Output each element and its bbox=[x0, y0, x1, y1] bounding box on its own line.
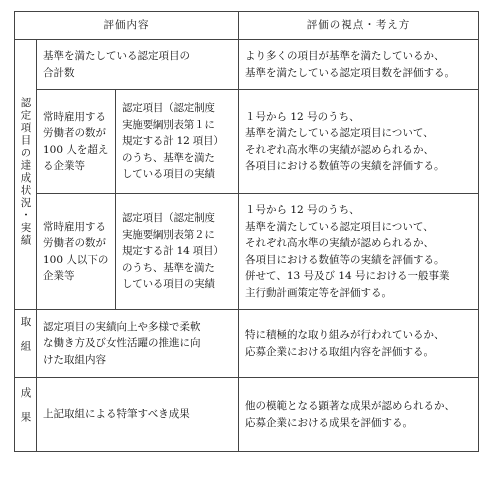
viewpoint-line: １号から 12 号のうち、 bbox=[245, 204, 360, 216]
content-line: な働き方及び女性活躍の推進に向 bbox=[43, 337, 201, 350]
target-cell bbox=[37, 194, 116, 310]
content-cell bbox=[37, 40, 239, 90]
viewpoint-cell bbox=[239, 40, 479, 90]
viewpoint-line: 併せて、13 号及び 14 号における一般事業 bbox=[245, 270, 450, 282]
content-line: 上記取組による特筆すべき成果 bbox=[43, 408, 190, 421]
viewpoint-cell bbox=[239, 194, 479, 310]
target-line: 常時雇用する bbox=[43, 220, 106, 233]
target-line: 企業等 bbox=[43, 270, 75, 282]
target-cell bbox=[37, 90, 116, 194]
viewpoint-line: 主行動計画策定等を評価する。 bbox=[245, 286, 393, 299]
target-line: 100 人以下の bbox=[43, 253, 109, 266]
viewpoint-line: 各項目における数値等の実績を評価する。 bbox=[245, 160, 445, 172]
content-line: 基準を満たしている認定項目の bbox=[43, 50, 190, 62]
items-line: している項目の実績 bbox=[122, 278, 215, 291]
table-row bbox=[15, 310, 479, 378]
viewpoint-line: 各項目における数値等の実績を評価する。 bbox=[245, 253, 445, 266]
items-line: 実施要綱別表第１に bbox=[122, 118, 215, 131]
items-line: のうち、基準を満た bbox=[122, 261, 215, 274]
viewpoint-line: 応募企業における成果を評価する。 bbox=[245, 416, 414, 429]
group-label-initiatives-text: 取組 bbox=[19, 316, 32, 366]
items-cell bbox=[116, 194, 239, 310]
group-label-results-text: 成果 bbox=[19, 387, 32, 437]
items-line: している項目の実績 bbox=[122, 168, 215, 181]
items-line: 規定する計 14 項目） bbox=[122, 245, 224, 258]
viewpoint-line: 他の模範となる顕著な成果が認められるか、 bbox=[245, 400, 456, 412]
header-content: 評価内容 bbox=[15, 12, 239, 40]
target-line: 労働者の数が bbox=[43, 127, 106, 139]
table-row bbox=[15, 194, 479, 310]
viewpoint-line: それぞれ高水準の実績が認められるか、 bbox=[245, 237, 435, 249]
header-row bbox=[15, 12, 479, 40]
table-row bbox=[15, 378, 479, 452]
content-cell bbox=[37, 310, 239, 378]
items-line: 認定項目（認定制度 bbox=[122, 212, 215, 225]
target-line: 常時雇用する bbox=[43, 110, 106, 123]
items-line: 認定項目（認定制度 bbox=[122, 102, 215, 115]
header-viewpoint: 評価の視点・考え方 bbox=[239, 12, 479, 40]
table-row bbox=[15, 40, 479, 90]
content-line: けた取組内容 bbox=[43, 353, 106, 366]
viewpoint-cell bbox=[239, 310, 479, 378]
target-line: 100 人を超え bbox=[43, 143, 109, 156]
group-label-initiatives bbox=[15, 310, 37, 378]
group-label-results bbox=[15, 378, 37, 452]
viewpoint-line: 応募企業における取組内容を評価する。 bbox=[245, 345, 435, 358]
group-label-achievement bbox=[15, 40, 37, 310]
viewpoint-line: 基準を満たしている認定項目について、 bbox=[245, 220, 434, 233]
items-line: 実施要綱別表第２に bbox=[122, 228, 215, 241]
items-cell bbox=[116, 90, 239, 194]
viewpoint-line: 特に積極的な取り組みが行われているか、 bbox=[245, 329, 445, 341]
items-line: 規定する計 12 項目） bbox=[122, 135, 224, 148]
viewpoint-line: より多くの項目が基準を満たしているか、 bbox=[245, 50, 445, 62]
items-line: のうち、基準を満た bbox=[122, 151, 215, 164]
viewpoint-cell bbox=[239, 90, 479, 194]
evaluation-table bbox=[14, 11, 479, 452]
group-label-achievement-text: 認定項目の達成状況・実績 bbox=[19, 96, 32, 247]
content-line: 合計数 bbox=[43, 66, 75, 79]
viewpoint-line: 基準を満たしている認定項目について、 bbox=[245, 127, 434, 139]
viewpoint-line: 基準を満たしている認定項目数を評価する。 bbox=[245, 66, 456, 79]
viewpoint-line: １号から 12 号のうち、 bbox=[245, 110, 360, 123]
target-line: る企業等 bbox=[43, 160, 85, 172]
viewpoint-cell bbox=[239, 378, 479, 452]
content-line: 認定項目の実績向上や多様で柔軟 bbox=[43, 320, 201, 333]
viewpoint-line: それぞれ高水準の実績が認められるか、 bbox=[245, 143, 435, 156]
content-cell bbox=[37, 378, 239, 452]
table-row bbox=[15, 90, 479, 194]
target-line: 労働者の数が bbox=[43, 237, 106, 249]
evaluation-table-wrapper bbox=[14, 11, 479, 452]
